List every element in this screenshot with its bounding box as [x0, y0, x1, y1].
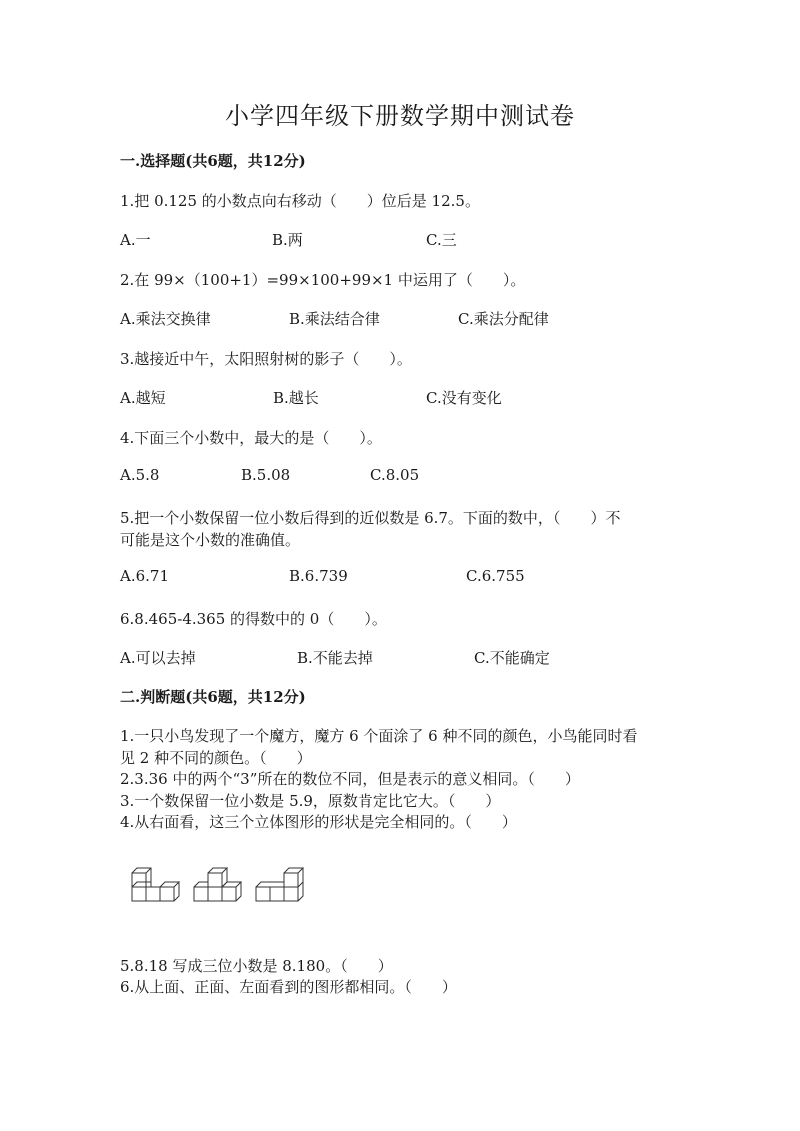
- q4-option-c: C.8.05: [370, 466, 420, 484]
- judge-5: 5.8.18 写成三位小数是 8.180。（ ）: [120, 957, 393, 975]
- solid-2: [194, 868, 241, 901]
- judge-1: 1.一只小鸟发现了一个魔方，魔方 6 个面涂了 6 种不同的颜色，小鸟能同时看: [120, 727, 638, 745]
- q5-option-b: B.6.739: [289, 567, 348, 585]
- question-5-cont: 可能是这个小数的准确值。: [120, 531, 301, 549]
- question-3: 3.越接近中午，太阳照射树的影子（ ）。: [120, 350, 412, 368]
- q6-option-c: C.不能确定: [474, 649, 550, 667]
- question-5: 5.把一个小数保留一位小数后得到的近似数是 6.7。下面的数中，（ ）不: [120, 509, 621, 527]
- three-solids-figure: [128, 866, 308, 906]
- section1-heading: 一.选择题(共6题，共12分): [120, 152, 306, 170]
- q1-option-a: A.一: [120, 231, 151, 249]
- judge-1-cont: 见 2 种不同的颜色。（ ）: [120, 749, 312, 767]
- judge-4: 4.从右面看，这三个立体图形的形状是完全相同的。（ ）: [120, 813, 517, 831]
- question-2: 2.在 99×（100+1）=99×100+99×1 中运用了（ ）。: [120, 271, 526, 289]
- section2-heading: 二.判断题(共6题，共12分): [120, 688, 306, 706]
- q1-option-b: B.两: [272, 231, 303, 249]
- solid-3: [256, 868, 303, 901]
- page-title: 小学四年级下册数学期中测试卷: [225, 102, 575, 130]
- q2-option-a: A.乘法交换律: [120, 310, 211, 328]
- q3-option-c: C.没有变化: [426, 389, 502, 407]
- question-4: 4.下面三个小数中，最大的是（ ）。: [120, 429, 382, 447]
- q5-option-c: C.6.755: [466, 567, 525, 585]
- q3-option-a: A.越短: [120, 389, 166, 407]
- judge-2: 2.3.36 中的两个“3”所在的数位不同，但是表示的意义相同。（ ）: [120, 770, 580, 788]
- q4-option-a: A.5.8: [120, 466, 160, 484]
- judge-6: 6.从上面、正面、左面看到的图形都相同。（ ）: [120, 978, 457, 996]
- q4-option-b: B.5.08: [241, 466, 291, 484]
- q6-option-b: B.不能去掉: [297, 649, 373, 667]
- q5-option-a: A.6.71: [120, 567, 169, 585]
- q1-option-c: C.三: [426, 231, 457, 249]
- q2-option-c: C.乘法分配律: [458, 310, 549, 328]
- solid-1: [132, 868, 179, 901]
- question-6: 6.8.465-4.365 的得数中的 0（ ）。: [120, 610, 387, 628]
- q2-option-b: B.乘法结合律: [289, 310, 380, 328]
- judge-3: 3.一个数保留一位小数是 5.9，原数肯定比它大。（ ）: [120, 792, 501, 810]
- question-1: 1.把 0.125 的小数点向右移动（ ）位后是 12.5。: [120, 192, 480, 210]
- q3-option-b: B.越长: [273, 389, 319, 407]
- q6-option-a: A.可以去掉: [120, 649, 196, 667]
